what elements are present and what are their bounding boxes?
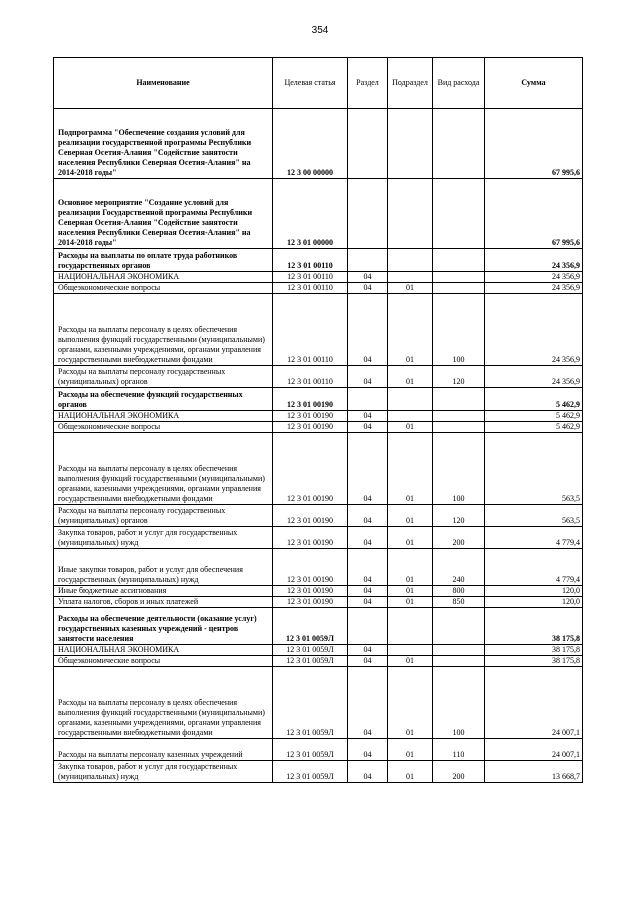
header-sum: Сумма xyxy=(485,58,583,109)
cell-name: Расходы на выплаты по оплате труда работников государственных органов xyxy=(54,249,273,272)
cell-section: 04 xyxy=(348,366,388,388)
header-target: Целевая статья xyxy=(273,58,348,109)
cell-subsection xyxy=(388,249,433,272)
cell-name: НАЦИОНАЛЬНАЯ ЭКОНОМИКА xyxy=(54,645,273,656)
cell-name: Расходы на выплаты персоналу в целях обеспечения выполнения функций государственными (муниципальными) органами, казенными учреждениями, органами управления государственными внебюджетными фондами xyxy=(54,294,273,366)
cell-target: 12 3 01 0059Л xyxy=(273,645,348,656)
cell-target: 12 3 01 00190 xyxy=(273,422,348,433)
cell-target: 12 3 01 0059Л xyxy=(273,656,348,667)
cell-section: 04 xyxy=(348,283,388,294)
cell-name: Основное мероприятие "Создание условий для реализации Государственной программы Республики Северная Осетия-Алания "Содействие занятости населения Республики Северная Осетия-Алания" на 2014-2018 годы" xyxy=(54,179,273,249)
table-row xyxy=(54,656,583,667)
cell-name: Общеэкономические вопросы xyxy=(54,283,273,294)
cell-target: 12 3 01 00190 xyxy=(273,411,348,422)
cell-name: НАЦИОНАЛЬНАЯ ЭКОНОМИКА xyxy=(54,272,273,283)
cell-name: Расходы на обеспечение функций государственных органов xyxy=(54,388,273,411)
header-type: Вид расхода xyxy=(433,58,485,109)
cell-type xyxy=(433,645,485,656)
table-row xyxy=(54,608,583,645)
cell-sum: 4 779,4 xyxy=(485,549,583,586)
cell-type: 200 xyxy=(433,761,485,783)
cell-section: 04 xyxy=(348,505,388,527)
cell-section: 04 xyxy=(348,411,388,422)
cell-name: Иные закупки товаров, работ и услуг для обеспечения государственных (муниципальных) нужд xyxy=(54,549,273,586)
cell-sum: 24 007,1 xyxy=(485,739,583,761)
cell-subsection: 01 xyxy=(388,667,433,739)
cell-type: 120 xyxy=(433,366,485,388)
cell-name: Общеэкономические вопросы xyxy=(54,656,273,667)
cell-subsection: 01 xyxy=(388,761,433,783)
cell-section: 04 xyxy=(348,739,388,761)
cell-section: 04 xyxy=(348,549,388,586)
table-row xyxy=(54,761,583,783)
cell-target: 12 3 01 0059Л xyxy=(273,608,348,645)
cell-type xyxy=(433,283,485,294)
cell-type: 120 xyxy=(433,505,485,527)
table-row xyxy=(54,739,583,761)
cell-name: Уплата налогов, сборов и иных платежей xyxy=(54,597,273,608)
cell-section xyxy=(348,179,388,249)
budget-table xyxy=(53,57,583,783)
cell-target: 12 3 01 00110 xyxy=(273,249,348,272)
cell-type: 100 xyxy=(433,667,485,739)
cell-type xyxy=(433,388,485,411)
cell-name: Расходы на выплаты персоналу государственных (муниципальных) органов xyxy=(54,366,273,388)
cell-subsection xyxy=(388,388,433,411)
cell-section: 04 xyxy=(348,527,388,549)
cell-type: 200 xyxy=(433,527,485,549)
cell-target: 12 3 00 00000 xyxy=(273,109,348,179)
cell-sum: 5 462,9 xyxy=(485,422,583,433)
cell-sum: 120,0 xyxy=(485,586,583,597)
cell-subsection: 01 xyxy=(388,433,433,505)
cell-type: 240 xyxy=(433,549,485,586)
table-row xyxy=(54,586,583,597)
cell-target: 12 3 01 00190 xyxy=(273,597,348,608)
cell-sum: 24 356,9 xyxy=(485,272,583,283)
cell-subsection: 01 xyxy=(388,294,433,366)
cell-name: Расходы на обеспечение деятельности (оказание услуг) государственных казенных учреждений - центров занятости населения xyxy=(54,608,273,645)
cell-section: 04 xyxy=(348,586,388,597)
cell-sum: 13 668,7 xyxy=(485,761,583,783)
cell-target: 12 3 01 00190 xyxy=(273,388,348,411)
cell-sum: 24 356,9 xyxy=(485,249,583,272)
cell-target: 12 3 01 00110 xyxy=(273,283,348,294)
cell-name: Иные бюджетные ассигнования xyxy=(54,586,273,597)
table-row xyxy=(54,597,583,608)
table-row xyxy=(54,249,583,272)
cell-target: 12 3 01 0059Л xyxy=(273,667,348,739)
cell-subsection: 01 xyxy=(388,366,433,388)
cell-subsection: 01 xyxy=(388,505,433,527)
cell-sum: 24 007,1 xyxy=(485,667,583,739)
cell-type: 100 xyxy=(433,433,485,505)
cell-type: 100 xyxy=(433,294,485,366)
cell-subsection: 01 xyxy=(388,586,433,597)
cell-subsection xyxy=(388,411,433,422)
cell-section: 04 xyxy=(348,597,388,608)
cell-subsection xyxy=(388,645,433,656)
cell-name: Закупка товаров, работ и услуг для государственных (муниципальных) нужд xyxy=(54,527,273,549)
cell-section: 04 xyxy=(348,272,388,283)
table-row xyxy=(54,272,583,283)
cell-subsection xyxy=(388,608,433,645)
table-row xyxy=(54,433,583,505)
cell-sum: 24 356,9 xyxy=(485,294,583,366)
cell-section xyxy=(348,249,388,272)
cell-sum: 24 356,9 xyxy=(485,283,583,294)
table-row xyxy=(54,283,583,294)
cell-target: 12 3 01 00110 xyxy=(273,366,348,388)
cell-name: Общеэкономические вопросы xyxy=(54,422,273,433)
cell-subsection xyxy=(388,109,433,179)
cell-sum: 38 175,8 xyxy=(485,645,583,656)
cell-sum: 24 356,9 xyxy=(485,366,583,388)
cell-type xyxy=(433,422,485,433)
cell-name: Расходы на выплаты персоналу государственных (муниципальных) органов xyxy=(54,505,273,527)
cell-sum: 67 995,6 xyxy=(485,179,583,249)
header-subsection: Подраздел xyxy=(388,58,433,109)
header-name: Наименование xyxy=(54,58,273,109)
cell-type xyxy=(433,656,485,667)
cell-sum: 38 175,8 xyxy=(485,656,583,667)
cell-subsection: 01 xyxy=(388,656,433,667)
table-row xyxy=(54,388,583,411)
cell-subsection: 01 xyxy=(388,549,433,586)
table-row xyxy=(54,422,583,433)
cell-target: 12 3 01 0059Л xyxy=(273,761,348,783)
cell-name: Расходы на выплаты персоналу в целях обеспечения выполнения функций государственными (муниципальными) органами, казенными учреждениями, органами управления государственными внебюджетными фондами xyxy=(54,667,273,739)
cell-target: 12 3 01 00190 xyxy=(273,549,348,586)
cell-sum: 5 462,9 xyxy=(485,411,583,422)
table-row xyxy=(54,667,583,739)
header-section: Раздел xyxy=(348,58,388,109)
cell-sum: 563,5 xyxy=(485,433,583,505)
cell-subsection xyxy=(388,179,433,249)
cell-type xyxy=(433,411,485,422)
cell-section: 04 xyxy=(348,761,388,783)
cell-type: 850 xyxy=(433,597,485,608)
cell-sum: 38 175,8 xyxy=(485,608,583,645)
cell-target: 12 3 01 00190 xyxy=(273,433,348,505)
cell-section: 04 xyxy=(348,422,388,433)
cell-section: 04 xyxy=(348,645,388,656)
cell-section: 04 xyxy=(348,667,388,739)
cell-type xyxy=(433,272,485,283)
cell-subsection: 01 xyxy=(388,527,433,549)
cell-target: 12 3 01 00000 xyxy=(273,179,348,249)
cell-type xyxy=(433,179,485,249)
table-row xyxy=(54,549,583,586)
cell-sum: 4 779,4 xyxy=(485,527,583,549)
cell-subsection: 01 xyxy=(388,283,433,294)
cell-section xyxy=(348,388,388,411)
cell-name: Расходы на выплаты персоналу в целях обеспечения выполнения функций государственными (муниципальными) органами, казенными учреждениями, органами управления государственными внебюджетными фондами xyxy=(54,433,273,505)
cell-section: 04 xyxy=(348,656,388,667)
cell-subsection xyxy=(388,272,433,283)
cell-sum: 563,5 xyxy=(485,505,583,527)
cell-type xyxy=(433,109,485,179)
cell-target: 12 3 01 0059Л xyxy=(273,739,348,761)
table-row xyxy=(54,411,583,422)
cell-sum: 5 462,9 xyxy=(485,388,583,411)
cell-type xyxy=(433,608,485,645)
cell-type xyxy=(433,249,485,272)
cell-target: 12 3 01 00110 xyxy=(273,294,348,366)
table-row xyxy=(54,366,583,388)
cell-subsection: 01 xyxy=(388,739,433,761)
cell-section xyxy=(348,109,388,179)
cell-sum: 120,0 xyxy=(485,597,583,608)
cell-target: 12 3 01 00190 xyxy=(273,527,348,549)
cell-subsection: 01 xyxy=(388,422,433,433)
cell-section: 04 xyxy=(348,294,388,366)
table-body xyxy=(54,109,583,783)
table-row xyxy=(54,645,583,656)
cell-sum: 67 995,6 xyxy=(485,109,583,179)
cell-name: Подпрограмма "Обеспечение создания условий для реализации государственной программы Республики Северная Осетия-Алания "Содействие занятости населения Республики Северная Осетия-Алания" на 2014-2018 годы" xyxy=(54,109,273,179)
cell-target: 12 3 01 00110 xyxy=(273,272,348,283)
table-row xyxy=(54,294,583,366)
table-row xyxy=(54,505,583,527)
page-number: 354 xyxy=(311,25,329,36)
cell-section xyxy=(348,608,388,645)
cell-type: 800 xyxy=(433,586,485,597)
table-row xyxy=(54,179,583,249)
table-header xyxy=(54,58,583,109)
cell-target: 12 3 01 00190 xyxy=(273,586,348,597)
table-row xyxy=(54,109,583,179)
table-row xyxy=(54,527,583,549)
cell-type: 110 xyxy=(433,739,485,761)
cell-name: Расходы на выплаты персоналу казенных учреждений xyxy=(54,739,273,761)
cell-name: НАЦИОНАЛЬНАЯ ЭКОНОМИКА xyxy=(54,411,273,422)
cell-name: Закупка товаров, работ и услуг для государственных (муниципальных) нужд xyxy=(54,761,273,783)
cell-target: 12 3 01 00190 xyxy=(273,505,348,527)
cell-section: 04 xyxy=(348,433,388,505)
cell-subsection: 01 xyxy=(388,597,433,608)
